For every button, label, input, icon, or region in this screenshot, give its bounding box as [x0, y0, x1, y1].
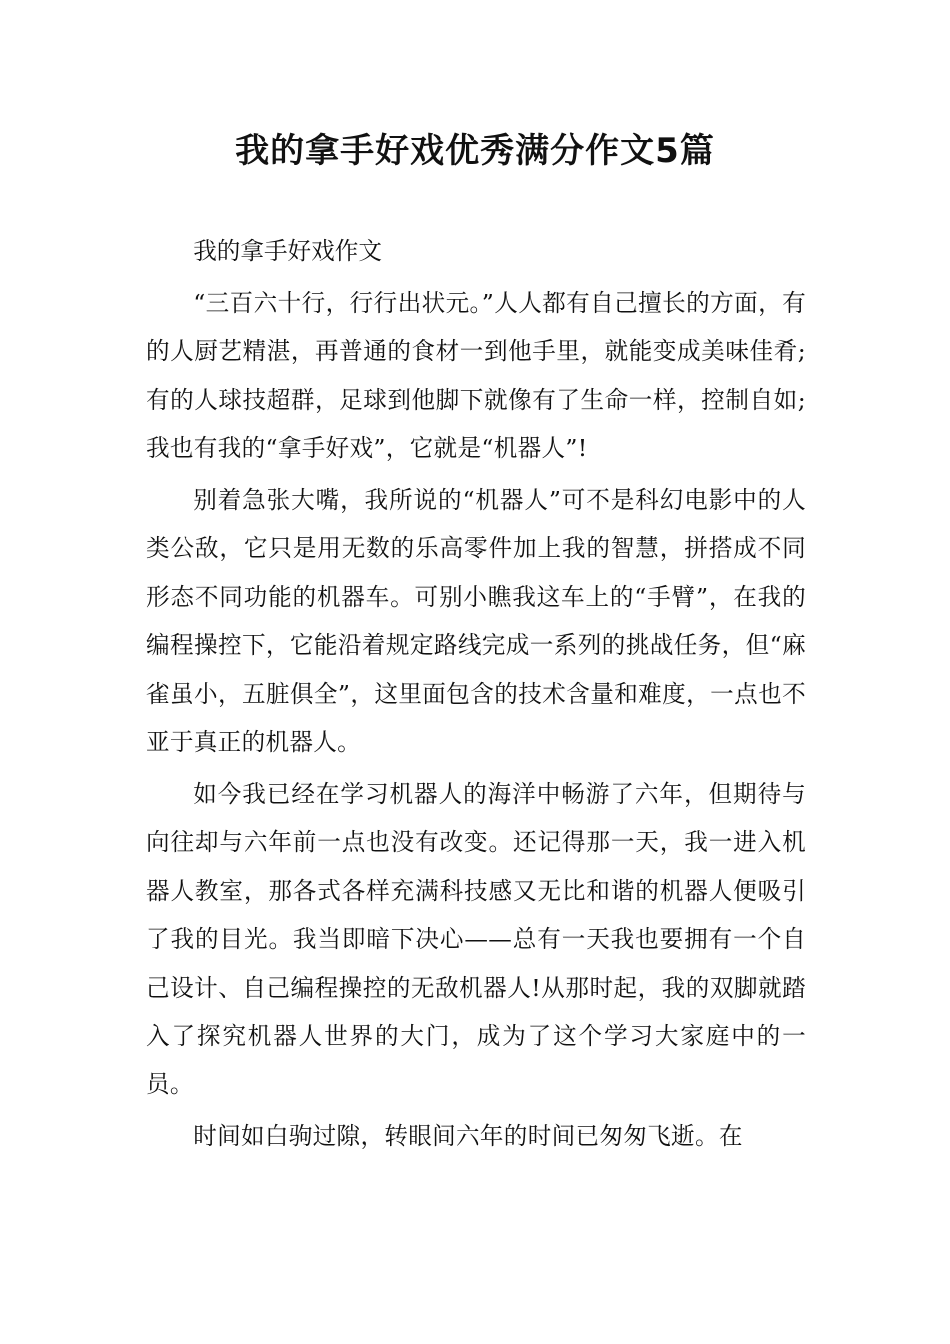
paragraph: “三百六十行，行行出状元。”人人都有自己擅长的方面，有的人厨艺精湛，再普通的食材一到他手里，就能变成美味佳肴;有的人球技超群，足球到他脚下就像有了生命一样，控制自如;我也有我的“拿手好戏”，它就是“机器人”! [146, 288, 806, 463]
paragraph: 别着急张大嘴，我所说的“机器人”可不是科幻电影中的人类公敌，它只是用无数的乐高零件加上我的智慧，拼搭成不同形态不同功能的机器车。可别小瞧我这车上的“手臂”，在我的编程操控下，它能沿着规定路线完成一系列的挑战任务，但“麻雀虽小，五脏俱全”，这里面包含的技术含量和难度，一点也不亚于真正的机器人。 [146, 486, 806, 757]
essay-subtitle: 我的拿手好戏作文 [193, 237, 382, 265]
paragraph: 如今我已经在学习机器人的海洋中畅游了六年，但期待与向往却与六年前一点也没有改变。还记得那一天，我一进入机器人教室，那各式各样充满科技感又无比和谐的机器人便吸引了我的目光。我当即暗下决心——总有一天我也要拥有一个自己设计、自己编程操控的无敌机器人!从那时起，我的双脚就踏入了探究机器人世界的大门，成为了这个学习大家庭中的一员。 [146, 779, 806, 1099]
paragraph: 时间如白驹过隙，转眼间六年的时间已匆匆飞逝。在 [193, 1122, 743, 1151]
document-body [146, 227, 806, 1161]
document-title: 我的拿手好戏优秀满分作文5篇 [235, 131, 715, 171]
